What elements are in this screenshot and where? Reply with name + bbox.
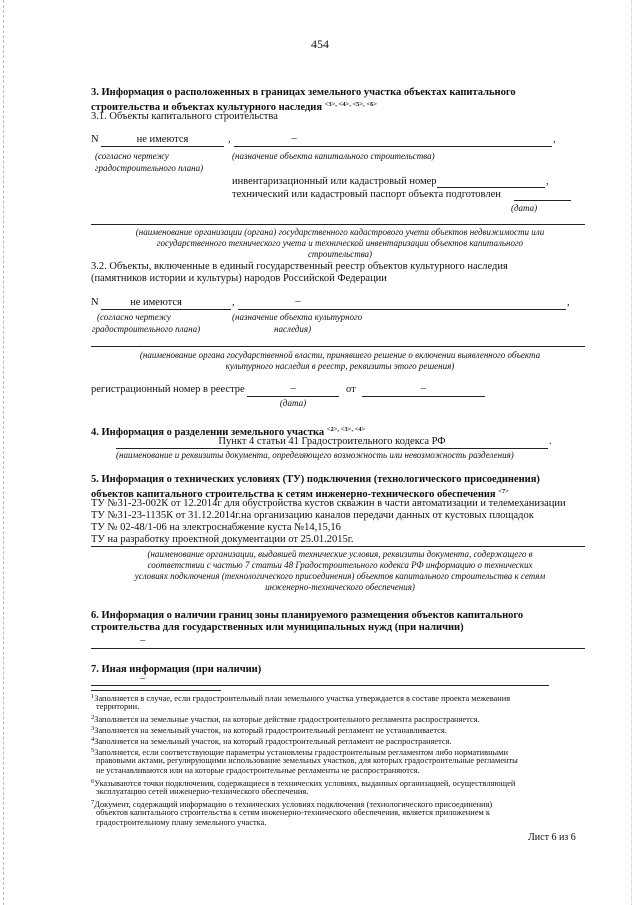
registry-date-caption: (дата) xyxy=(279,398,307,408)
footnote: $^4$Заполняется на земельный участок, на который градостроительный регламент не распространяется. xyxy=(91,736,452,746)
ocs-n-label: N xyxy=(91,134,99,145)
section7-value-line xyxy=(91,685,549,686)
sheet-number: Лист 6 из 6 xyxy=(528,832,576,843)
okn-org-caption2: культурного наследия в реестр, реквизиты этого решения) xyxy=(225,361,455,371)
section5-caption4: инженерно-технического обеспечения) xyxy=(265,582,415,592)
section6-heading-line2: строительства для государственных или муниципальных нужд (при наличии) xyxy=(91,622,464,633)
okn-caption-n2: градостроительного плана) xyxy=(92,324,201,334)
section4-footnote-refs: <2>, <3>, <4> xyxy=(326,426,366,433)
section6-value-line xyxy=(91,648,585,649)
section5-footnote-ref: <7> xyxy=(498,488,509,495)
section3-2-line1: 3.2. Объекты, включенные в единый государственный реестр объектов культурного наследия xyxy=(91,261,508,272)
registry-from-label: от xyxy=(346,384,356,395)
section5-value-line xyxy=(91,546,585,547)
okn-comma-end: , xyxy=(567,297,570,308)
footnote-continuation: объектов капитального строительства к сетям инженерно-технического обеспечения, является приложением к xyxy=(96,808,490,817)
section3-footnote-refs: <3>, <4>, <5>, <6> xyxy=(324,101,378,108)
ocs-n-line xyxy=(101,146,224,147)
ocs-caption-n2: градостроительного плана) xyxy=(95,163,204,173)
okn-comma: , xyxy=(232,297,235,308)
section5-caption1: (наименование организации, выдавшей технические условия, реквизиты документа, содержащего в xyxy=(147,549,533,559)
passport-label: технический или кадастровый паспорт объекта подготовлен xyxy=(232,189,501,200)
footnote-continuation: градостроительному плану земельного участка. xyxy=(96,818,267,827)
tu-item: ТУ № 02-48/1-06 на электроснабжение куста №14,15,16 xyxy=(91,522,341,533)
ocs-purpose-value: – xyxy=(291,133,297,144)
okn-org-line xyxy=(91,346,585,347)
org-caption-line3: строительства) xyxy=(307,249,373,259)
section7-value: – xyxy=(140,673,146,684)
section3-1-title: 3.1. Объекты капитального строительства xyxy=(91,111,278,122)
passport-date-line xyxy=(514,200,571,201)
section3-2-line2: (памятников истории и культуры) народов Российской Федерации xyxy=(91,273,387,284)
ocs-comma-end: , xyxy=(553,134,556,145)
ocs-n-value: не имеются xyxy=(136,134,189,145)
section4-value: Пункт 4 статьи 41 Градостроительного кодекса РФ xyxy=(218,436,446,447)
ocs-purpose-line xyxy=(234,146,552,147)
registry-number-line xyxy=(247,396,339,397)
okn-n-line xyxy=(101,309,231,310)
ocs-caption-purpose: (назначение объекта капитального строительства) xyxy=(232,151,435,161)
footnote-continuation: правовыми актами, регулирующими использование земельных участков, для которых градостроительные регламенты xyxy=(96,756,518,765)
footnote: $^5$Заполняется, если соответствующие параметры установлены градостроительным регламентом либо нормативными xyxy=(91,747,508,757)
section4-value-line xyxy=(116,448,548,449)
okn-n-label: N xyxy=(91,297,99,308)
inventory-number-label: инвентаризационный или кадастровый номер xyxy=(232,176,437,187)
footnote: $^1$Заполняется в случае, если градостроительный план земельного участка утверждается в составе проекта межевания xyxy=(91,693,511,703)
section3-heading-line2: строительства и объектах культурного наследия $^{<3>, <4>, <5>, <6>}$ xyxy=(91,101,378,113)
footnote-continuation: не устанавливаются или на которые градостроительные регламенты не распространяются. xyxy=(96,766,420,775)
okn-purpose-line xyxy=(238,309,566,310)
passport-date-caption: (дата) xyxy=(511,203,538,213)
inventory-comma: , xyxy=(546,176,549,187)
section5-caption3: условиях подключения (технологического присоединения) объектов капитального строительства к сетям xyxy=(134,571,546,581)
section7-heading: 7. Иная информация (при наличии) xyxy=(91,664,262,675)
scan-right-edge xyxy=(631,0,632,905)
ocs-comma: , xyxy=(228,134,231,145)
section5-heading-line2: объектов капитального строительства к сетям инженерно-технического обеспечения $^{<7>}$ xyxy=(91,488,509,500)
registry-date-value: – xyxy=(420,383,427,394)
footnote: $^7$Документ, содержащий информацию о технических условиях подключения (технологического присоединения) xyxy=(91,799,493,809)
scan-left-edge xyxy=(3,0,4,905)
registry-number-value: – xyxy=(290,383,296,394)
footnote-continuation: территории. xyxy=(96,702,140,711)
section3-heading-line1: 3. Информация о расположенных в границах земельного участка объектах капитального xyxy=(91,87,516,98)
okn-caption-purpose1: (назначение объекта культурного xyxy=(232,312,363,322)
page-number: 454 xyxy=(311,37,329,51)
footnote: $^6$Указываются точки подключения, содержащиеся в технических условиях, выданных организацией, осуществляющей xyxy=(91,778,516,788)
section4-heading: 4. Информация о разделении земельного участка $^{<2>, <3>, <4>}$ xyxy=(91,426,366,438)
footnote: $^3$Заполняется на земельный участок, на который градостроительный регламент не устанавливается. xyxy=(91,725,447,735)
section5-caption2: соответствии с частью 7 статьи 48 Градостроительного кодекса РФ информацию о технических xyxy=(147,560,533,570)
okn-purpose-value: – xyxy=(295,296,301,307)
ocs-caption-n1: (согласно чертежу xyxy=(95,151,169,161)
registry-date-line xyxy=(362,396,485,397)
tu-item: ТУ на разработку проектной документации от 25.01.2015г. xyxy=(91,534,354,545)
tu-item: ТУ №31-23-1135К от 31.12.2014г.на организацию каналов передачи данных от кустовых площадок xyxy=(91,510,534,521)
okn-n-value: не имеются xyxy=(130,297,182,308)
section6-heading-line1: 6. Информация о наличии границ зоны планируемого размещения объектов капитального xyxy=(91,610,524,621)
org-caption-line1: (наименование организации (органа) государственного кадастрового учета объектов недвижимости или xyxy=(135,227,545,237)
registry-number-label: регистрационный номер в реестре xyxy=(91,384,245,395)
org-caption-line2: государственного технического учета и технической инвентаризации объектов капитального xyxy=(157,238,523,248)
org-name-line xyxy=(91,224,585,225)
section5-heading-line1: 5. Информация о технических условиях (ТУ) подключения (технологического присоединения) xyxy=(91,474,540,485)
footnote: $^2$Заполняется на земельные участки, на которые действие градостроительного регламента распространяется. xyxy=(91,714,480,724)
tu-item: ТУ №31-23-002К от 12.2014г для обустройства кустов скважин в части автоматизации и телемеханизации xyxy=(91,498,566,509)
footnote-continuation: эксплуатацию сетей инженерно-технического обеспечения. xyxy=(96,787,309,796)
footnote-separator xyxy=(91,690,221,691)
section4-caption: (наименование и реквизиты документа, определяющего возможность или невозможность разделения) xyxy=(116,450,514,460)
okn-caption-n1: (согласно чертежу xyxy=(97,312,171,322)
section4-dot: . xyxy=(549,436,552,447)
okn-org-caption1: (наименование органа государственной власти, принявшего решение о включении выявленного объекта xyxy=(139,350,541,360)
inventory-number-line xyxy=(437,187,545,188)
section6-value: – xyxy=(140,635,146,646)
okn-caption-purpose2: наследия) xyxy=(274,324,312,334)
